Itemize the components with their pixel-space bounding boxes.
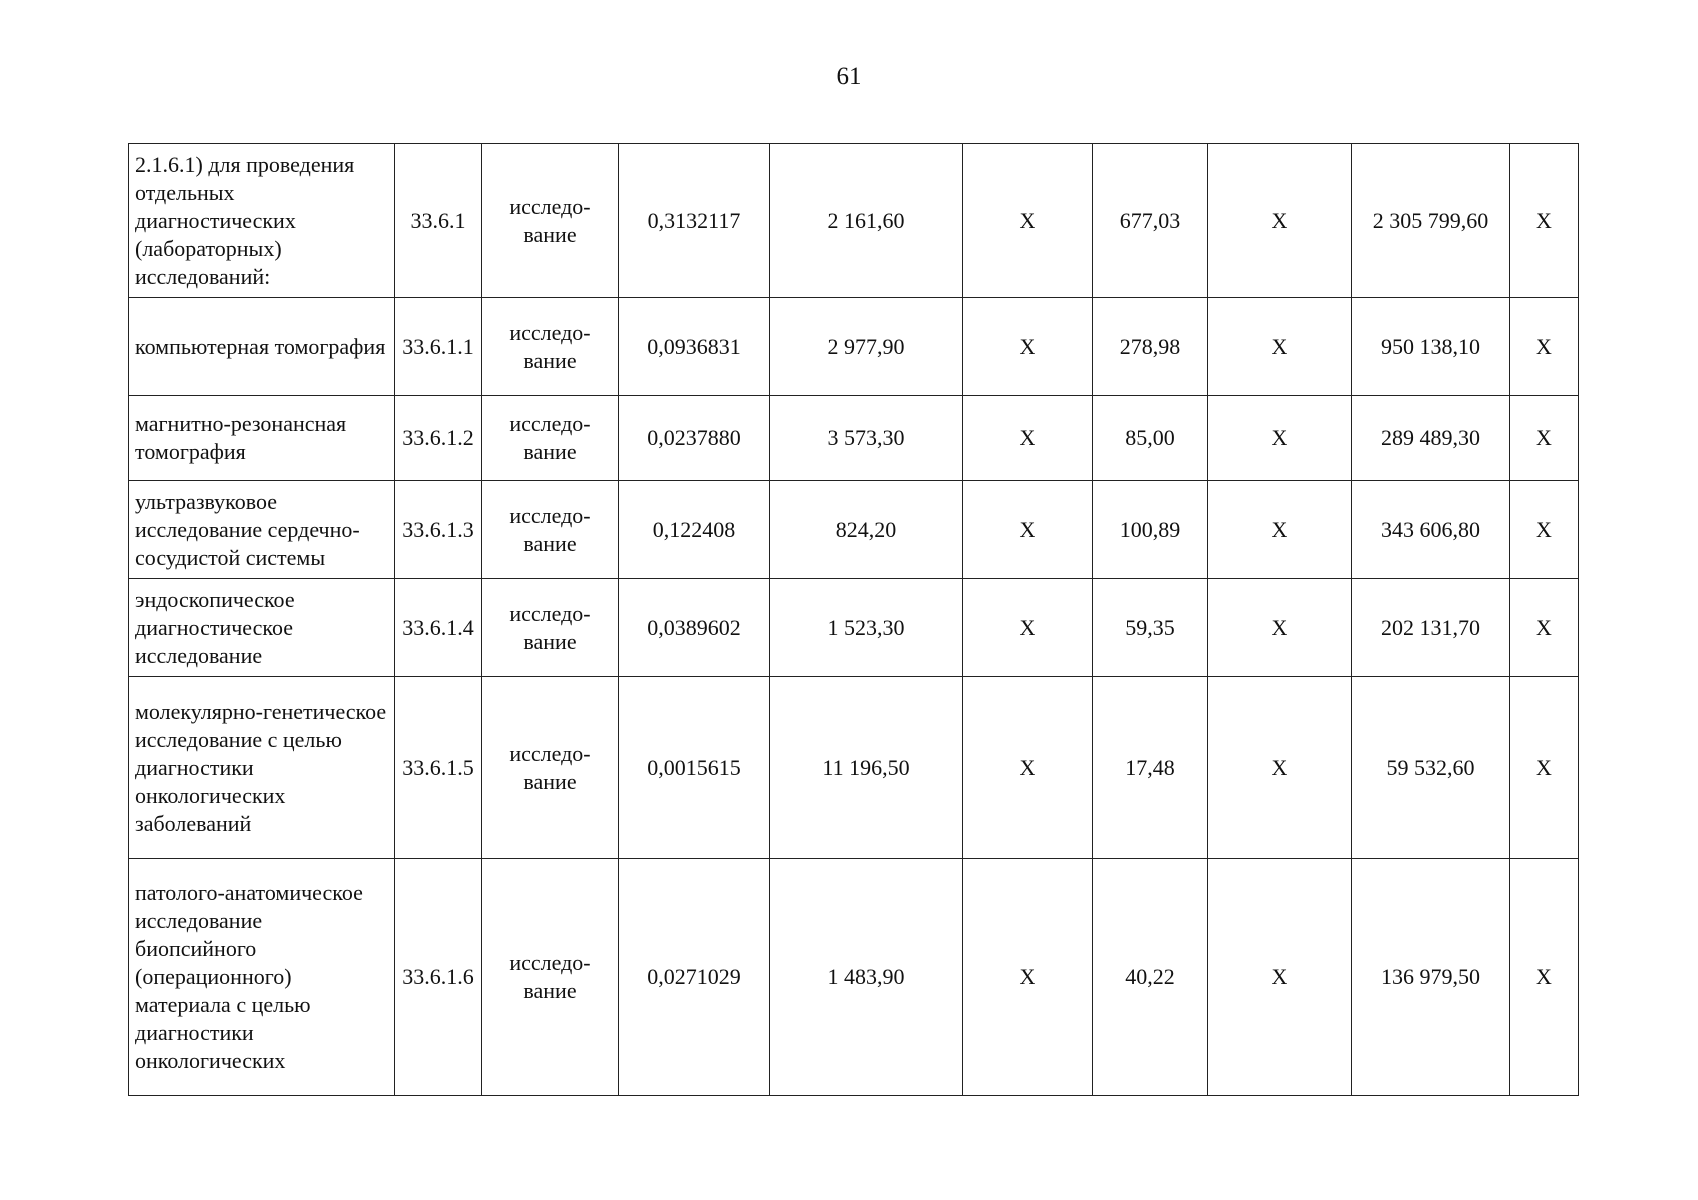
row-col6-cell: Х [963,859,1093,1096]
row-name-cell: молекулярно-генетическое исследование с целью диагностики онкологических заболеваний [129,677,395,859]
row-col8-cell: Х [1208,144,1352,298]
row-name-cell: эндоскопическое диагностическое исследование [129,579,395,677]
row-name-cell: патолого-анатомическое исследование биопсийного (операционного) материала с целью диагностики онкологических [129,859,395,1096]
row-col8-cell: Х [1208,859,1352,1096]
row-col7-cell: 100,89 [1093,481,1208,579]
table-row [129,298,1579,396]
row-volume-cell: 0,0271029 [619,859,770,1096]
table-row [129,481,1579,579]
row-cost-cell: 11 196,50 [770,677,963,859]
row-col6-cell: Х [963,677,1093,859]
table-row [129,144,1579,298]
row-col9-cell: 59 532,60 [1352,677,1510,859]
row-col8-cell: Х [1208,579,1352,677]
row-code-cell: 33.6.1.5 [395,677,482,859]
row-col8-cell: Х [1208,481,1352,579]
row-col8-cell: Х [1208,677,1352,859]
row-volume-cell: 0,0015615 [619,677,770,859]
row-name-cell: компьютерная томография [129,298,395,396]
row-unit-text: исследо- вание [509,193,591,247]
row-col7-cell: 85,00 [1093,396,1208,481]
page-number: 61 [836,63,862,90]
row-name-cell: ультразвуковое исследование сердечно-сосудистой системы [129,481,395,579]
row-unit-cell [482,298,619,396]
row-col6-cell: Х [963,481,1093,579]
row-volume-cell: 0,122408 [619,481,770,579]
financing-table [128,143,1579,1096]
row-volume-cell: 0,3132117 [619,144,770,298]
row-col7-cell: 40,22 [1093,859,1208,1096]
row-unit-cell [482,481,619,579]
row-unit-cell [482,396,619,481]
row-col6-cell: Х [963,298,1093,396]
row-cost-cell: 1 483,90 [770,859,963,1096]
row-unit-cell [482,859,619,1096]
row-unit-text: исследо- вание [509,740,591,794]
row-col6-cell: Х [963,396,1093,481]
row-volume-cell: 0,0237880 [619,396,770,481]
table-row [129,859,1579,1096]
table-row [129,396,1579,481]
row-col10-cell: Х [1510,859,1579,1096]
row-col10-cell: Х [1510,144,1579,298]
row-code-cell: 33.6.1.4 [395,579,482,677]
row-cost-cell: 3 573,30 [770,396,963,481]
row-cost-cell: 2 161,60 [770,144,963,298]
row-unit-text: исследо- вание [509,411,591,464]
row-unit-cell [482,144,619,298]
row-cost-cell: 824,20 [770,481,963,579]
row-col9-cell: 343 606,80 [1352,481,1510,579]
row-unit-cell [482,579,619,677]
row-unit-text: исследо- вание [509,600,591,654]
row-unit-text: исследо- вание [509,319,591,373]
row-unit-text: исследо- вание [509,502,591,556]
row-col10-cell: Х [1510,481,1579,579]
row-volume-cell: 0,0389602 [619,579,770,677]
row-col10-cell: Х [1510,298,1579,396]
row-col9-cell: 289 489,30 [1352,396,1510,481]
row-col10-cell: Х [1510,396,1579,481]
row-col9-cell: 202 131,70 [1352,579,1510,677]
row-code-cell: 33.6.1 [395,144,482,298]
row-col7-cell: 17,48 [1093,677,1208,859]
row-col10-cell: Х [1510,579,1579,677]
table-row [129,677,1579,859]
row-col6-cell: Х [963,144,1093,298]
row-cost-cell: 1 523,30 [770,579,963,677]
row-col9-cell: 950 138,10 [1352,298,1510,396]
row-volume-cell: 0,0936831 [619,298,770,396]
row-code-cell: 33.6.1.1 [395,298,482,396]
row-col8-cell: Х [1208,396,1352,481]
row-cost-cell: 2 977,90 [770,298,963,396]
row-code-cell: 33.6.1.2 [395,396,482,481]
row-col6-cell: Х [963,579,1093,677]
row-unit-cell [482,677,619,859]
row-name-cell: 2.1.6.1) для проведения отдельных диагностических (лабораторных) исследований: [129,144,395,298]
table-row [129,579,1579,677]
row-col7-cell: 59,35 [1093,579,1208,677]
row-code-cell: 33.6.1.6 [395,859,482,1096]
row-name-cell: магнитно-резонансная томография [129,396,395,481]
row-col10-cell: Х [1510,677,1579,859]
row-code-cell: 33.6.1.3 [395,481,482,579]
row-col8-cell: Х [1208,298,1352,396]
row-col7-cell: 677,03 [1093,144,1208,298]
row-col9-cell: 2 305 799,60 [1352,144,1510,298]
row-col7-cell: 278,98 [1093,298,1208,396]
row-col9-cell: 136 979,50 [1352,859,1510,1096]
row-unit-text: исследо- вание [509,950,591,1003]
